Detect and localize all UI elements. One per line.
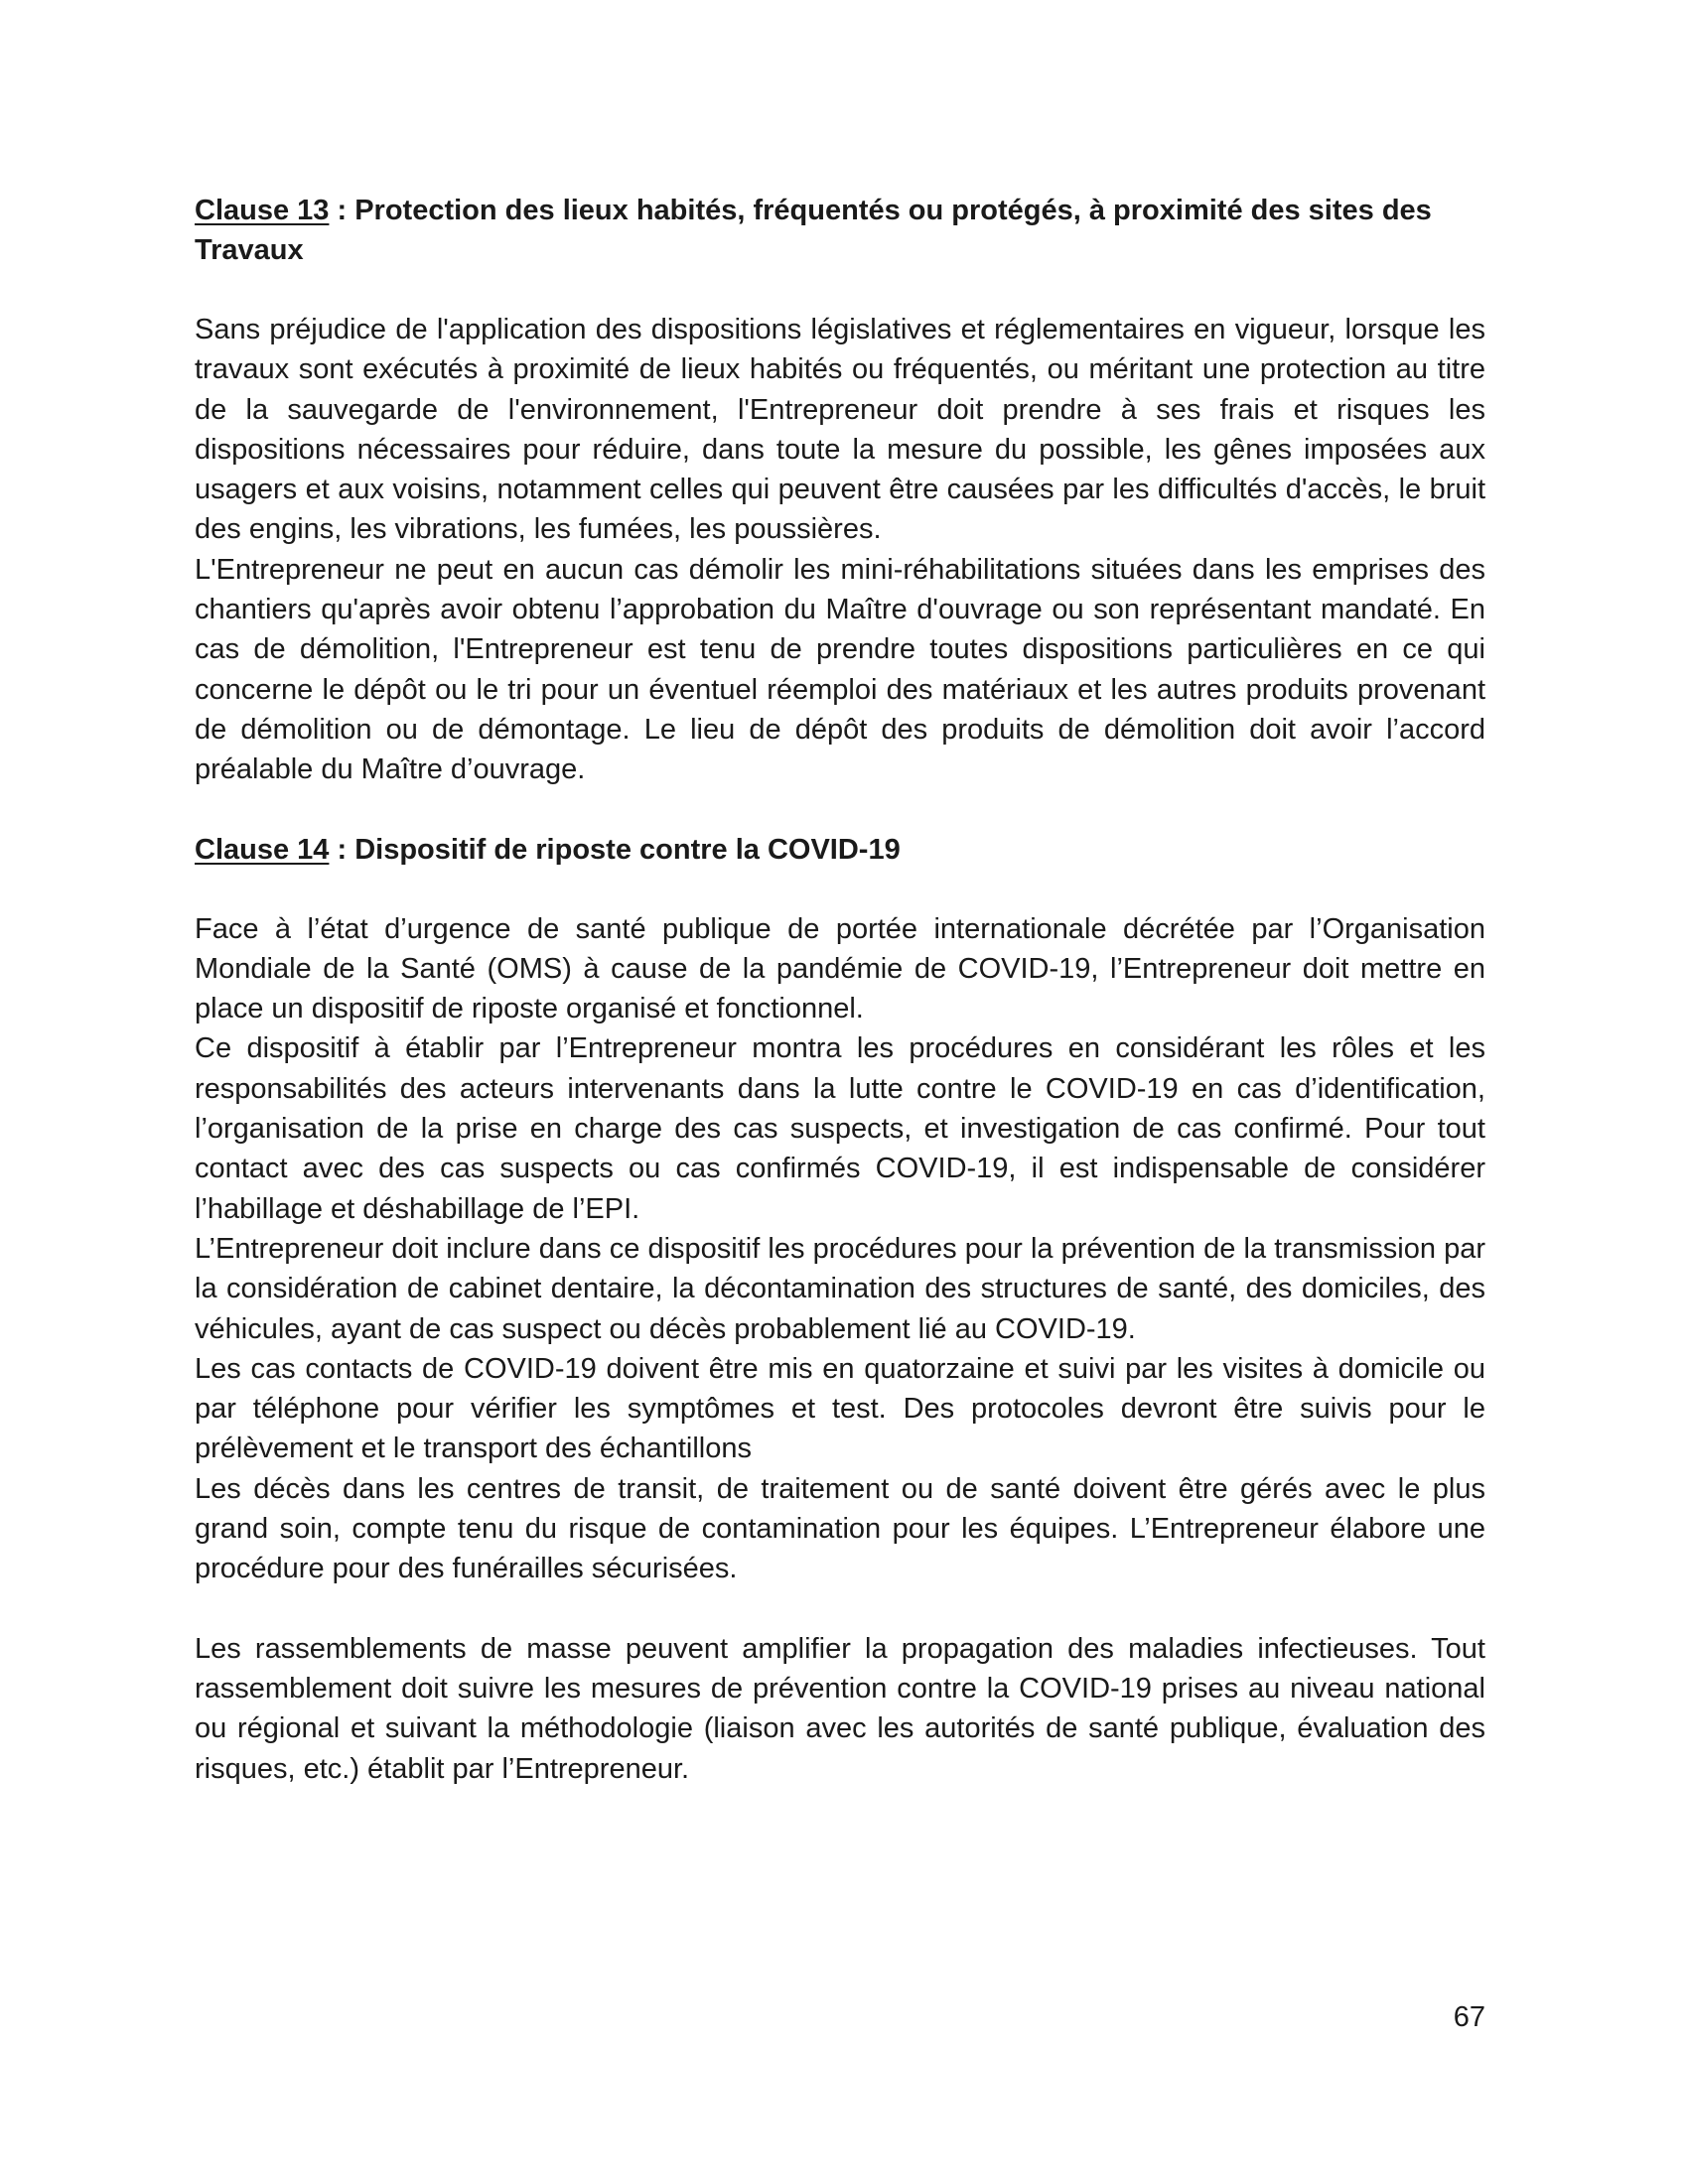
clause-14-paragraph: Les décès dans les centres de transit, de traitement ou de santé doivent être gérés avec le plus grand soin, compte tenu du risque de contamination pour les équipes. L’Entrepreneur élabore une procédure pour des funérailles sécurisées.: [195, 1472, 1485, 1585]
document-page: [195, 191, 1485, 1789]
clause-14-paragraph: Les cas contacts de COVID-19 doivent être mis en quatorzaine et suivi par les visites à domicile ou par téléphone pour vérifier les symptômes et test. Des protocoles devront être suivis pour le prélèvement et le transport des échantillons: [195, 1352, 1485, 1465]
page-number: 67: [1453, 2001, 1485, 2033]
clause-13-paragraph: Sans préjudice de l'application des dispositions législatives et réglementaires en vigueur, lorsque les travaux sont exécutés à proximité de lieux habités ou fréquentés, ou méritant une protection au titre de la sauvegarde de l'environnement, l'Entrepreneur doit prendre à ses frais et risques les dispositions nécessaires pour réduire, dans toute la mesure du possible, les gênes imposées aux usagers et aux voisins, notamment celles qui peuvent être causées par les difficultés d'accès, le bruit des engins, les vibrations, les fumées, les poussières.: [195, 314, 1485, 546]
clause-14-paragraph: Ce dispositif à établir par l’Entrepreneur montra les procédures en considérant les rôles et les responsabilités des acteurs intervenants dans la lutte contre le COVID-19 en cas d’identification, l’organisation de la prise en charge des cas suspects, et investigation de cas confirmé. Pour tout contact avec des cas suspects ou cas confirmés COVID-19, il est indispensable de considérer l’habillage et déshabillage de l’EPI.: [195, 1032, 1485, 1225]
clause-14-number: Clause 14: [195, 833, 330, 866]
clause-14-title: Dispositif de riposte contre la COVID-19: [354, 833, 901, 866]
clause-13-paragraph: L'Entrepreneur ne peut en aucun cas démolir les mini-réhabilitations situées dans les emprises des chantiers qu'après avoir obtenu l’approbation du Maître d'ouvrage ou son représentant mandaté. En cas de démolition, l'Entrepreneur est tenu de prendre toutes dispositions particulières en ce qui concerne le dépôt ou le tri pour un éventuel réemploi des matériaux et les autres produits provenant de démolition ou de démontage. Le lieu de dépôt des produits de démolition doit avoir l’accord préalable du Maître d’ouvrage.: [195, 553, 1485, 786]
clause-13-title: Protection des lieux habités, fréquentés ou protégés, à proximité des sites des Travaux: [195, 195, 1432, 266]
clause-14-heading: [195, 830, 1485, 870]
clause-13-separator: :: [329, 195, 355, 226]
clause-14-separator: :: [329, 833, 355, 866]
clause-14-paragraph: Face à l’état d’urgence de santé publique de portée internationale décrétée par l’Organisation Mondiale de la Santé (OMS) à cause de la pandémie de COVID-19, l’Entrepreneur doit mettre en place un dispositif de riposte organisé et fonctionnel.: [195, 912, 1485, 1025]
clause-14-paragraph: L’Entrepreneur doit inclure dans ce dispositif les procédures pour la prévention de la transmission par la considération de cabinet dentaire, la décontamination des structures de santé, des domiciles, des véhicules, ayant de cas suspect ou décès probablement lié au COVID-19.: [195, 1232, 1485, 1345]
clause-14-closing-paragraph: Les rassemblements de masse peuvent amplifier la propagation des maladies infectieuses. Tout rassemblement doit suivre les mesures de prévention contre la COVID-19 prises au niveau national ou régional et suivant la méthodologie (liaison avec les autorités de santé publique, évaluation des risques, etc.) établit par l’Entrepreneur.: [195, 1632, 1485, 1785]
clause-13-number: Clause 13: [195, 195, 330, 226]
clause-13-heading: [195, 191, 1485, 270]
